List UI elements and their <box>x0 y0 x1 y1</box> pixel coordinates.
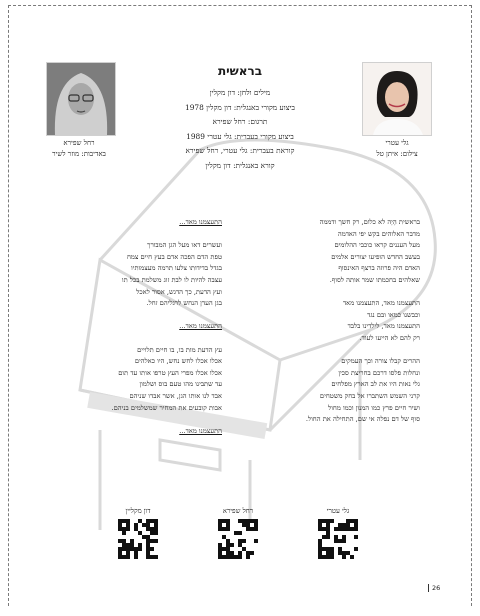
lyric-line: בגדל בדידותו צלעו תרמה מעצמותיו <box>131 264 222 273</box>
qr-code-icon[interactable] <box>218 519 258 559</box>
lyric-line: שאלהים בחכמתו שמר אותה לסוף. <box>329 275 420 284</box>
stanza-gap <box>262 345 420 357</box>
lyric-line: אכלו אכלו מפרי העץ טרפו אותו עד תום <box>118 368 222 377</box>
lyric-line: בעשב החדש הופיעו יצורים אלמים <box>331 252 420 261</box>
lyric-line: קרני השמש השתברו אל בחק משטחים <box>319 391 420 400</box>
qr-code-icon[interactable] <box>118 519 158 559</box>
lyric-line: סוף של דם נפלה אי שם, התחילה את החול. <box>305 415 420 424</box>
page-border-top <box>8 5 472 6</box>
credit-line: תרגום: רחל שפירא <box>212 117 268 126</box>
lyric-line: אבות קובעים את המחיר שמשלמים בניהם. <box>111 403 222 412</box>
qr-code-icon[interactable] <box>318 519 358 559</box>
stanza-gap <box>62 333 222 345</box>
qr-gali-atari[interactable] <box>308 506 368 559</box>
credit-line: ביצוע מקורי באנגלית: דון מקלין 1978 <box>185 102 295 112</box>
stanza-gap <box>62 414 222 426</box>
caption-gali-atari <box>352 138 442 160</box>
lyric-line: ועשרים דאו מעל הגן המבורך <box>147 241 222 250</box>
chorus-line: התעצמנו מאד... <box>179 322 222 331</box>
qr-label: דון מקליין <box>125 507 151 515</box>
qr-label: רחל שפירא <box>222 507 254 515</box>
song-credits <box>130 86 350 173</box>
lyrics-column-right <box>262 217 420 426</box>
credit-line: ביצוע מקורי בעברית: גלי עטרי 1989 <box>186 131 294 141</box>
lyric-line: ונחלות פלסו דרכם בחריצת סכין <box>338 368 420 377</box>
lyric-line: מדבר האלוהים בקש יפי האדמה <box>337 229 420 238</box>
photo-credit: באדיבות: מוזר לשיר <box>52 150 106 158</box>
song-title: בראשית <box>217 64 263 78</box>
lyric-line: מעל העננים קראו כוכבי ההלומים <box>334 241 420 250</box>
credit-line: קוראת בעברית: גלי עטרי, רחל שפירא <box>185 146 295 155</box>
lyric-line: ושיר חיים פרץ כמו המנון וכמו מחול <box>328 403 420 412</box>
photo-rachel-shapira <box>46 62 116 136</box>
photo-gali-atari <box>362 62 432 136</box>
qr-rachel-shapira[interactable] <box>208 506 268 559</box>
lyrics-column-left <box>62 217 222 437</box>
qr-label: גלי עטרי <box>326 507 350 515</box>
stanza-gap <box>62 310 222 322</box>
lyric-line: עד שתבינו מהו טעם בוס ושלמון <box>139 380 222 389</box>
lyric-line: אבד לנו אותו הגן, אשר אבדו שניהם <box>129 391 222 400</box>
lyric-line: עצבה להיות לו לבת זוג משלמת בכל תו <box>121 275 222 284</box>
photo-subject-name: רחל שפירא <box>63 139 95 147</box>
credit-line: מילים ולחן: דון מקלין <box>209 88 271 97</box>
lyric-line: בראשית הָיָה לא כלום, רק חשך ודממה <box>319 218 420 226</box>
lyric-line: התעצמנו מאד, התעצמנו מאד <box>342 299 420 308</box>
photo-credit: צילום: איתן טל <box>376 150 418 158</box>
lyric-line: עץ הדעת מות בו, בו חיים תלויים <box>137 345 222 354</box>
chorus-line: התעצמנו מאד... <box>179 218 222 226</box>
lyric-line: רק להם לא הייעו לעוד. <box>359 333 420 342</box>
page-border-left <box>8 5 9 606</box>
lyric-line: וכבשנו כמאו ובם נגד <box>367 310 420 319</box>
page-border-right <box>471 5 472 606</box>
lyric-line: אכלו אכלו לחש נחש, היו כאלהים <box>134 357 222 366</box>
qr-don-mclean[interactable] <box>108 506 168 559</box>
photo-subject-name: גלי עטרי <box>385 139 409 147</box>
lyric-line: גלי נאות היו את לב הארץ מפלחים <box>331 380 420 389</box>
lyric-line: ההרים קבלו צורה וכך העמקים <box>341 357 420 366</box>
caption-rachel-shapira <box>34 138 124 160</box>
lyric-line: בגן העדן הנחש לרגליהם זחל. <box>146 299 222 308</box>
chorus-line: התעצמנו מאד... <box>179 426 222 435</box>
stanza-gap <box>262 287 420 299</box>
credit-line: קורא באנגלית: דון מקלין <box>205 160 275 170</box>
lyric-line: האדם היה פרוזה ברצף האינסוף <box>338 264 420 273</box>
lyric-line: התעצמנו מאד, לילדינו בלבד <box>347 322 420 331</box>
lyric-line: טפת הדם הפכה אדם בעץ חיים צמח <box>126 252 222 261</box>
page-number: 26 <box>428 584 440 592</box>
lyric-line: ועץ הדעת, כך הדגש, אסור לאכל <box>136 287 222 296</box>
stanza-gap <box>62 229 222 241</box>
